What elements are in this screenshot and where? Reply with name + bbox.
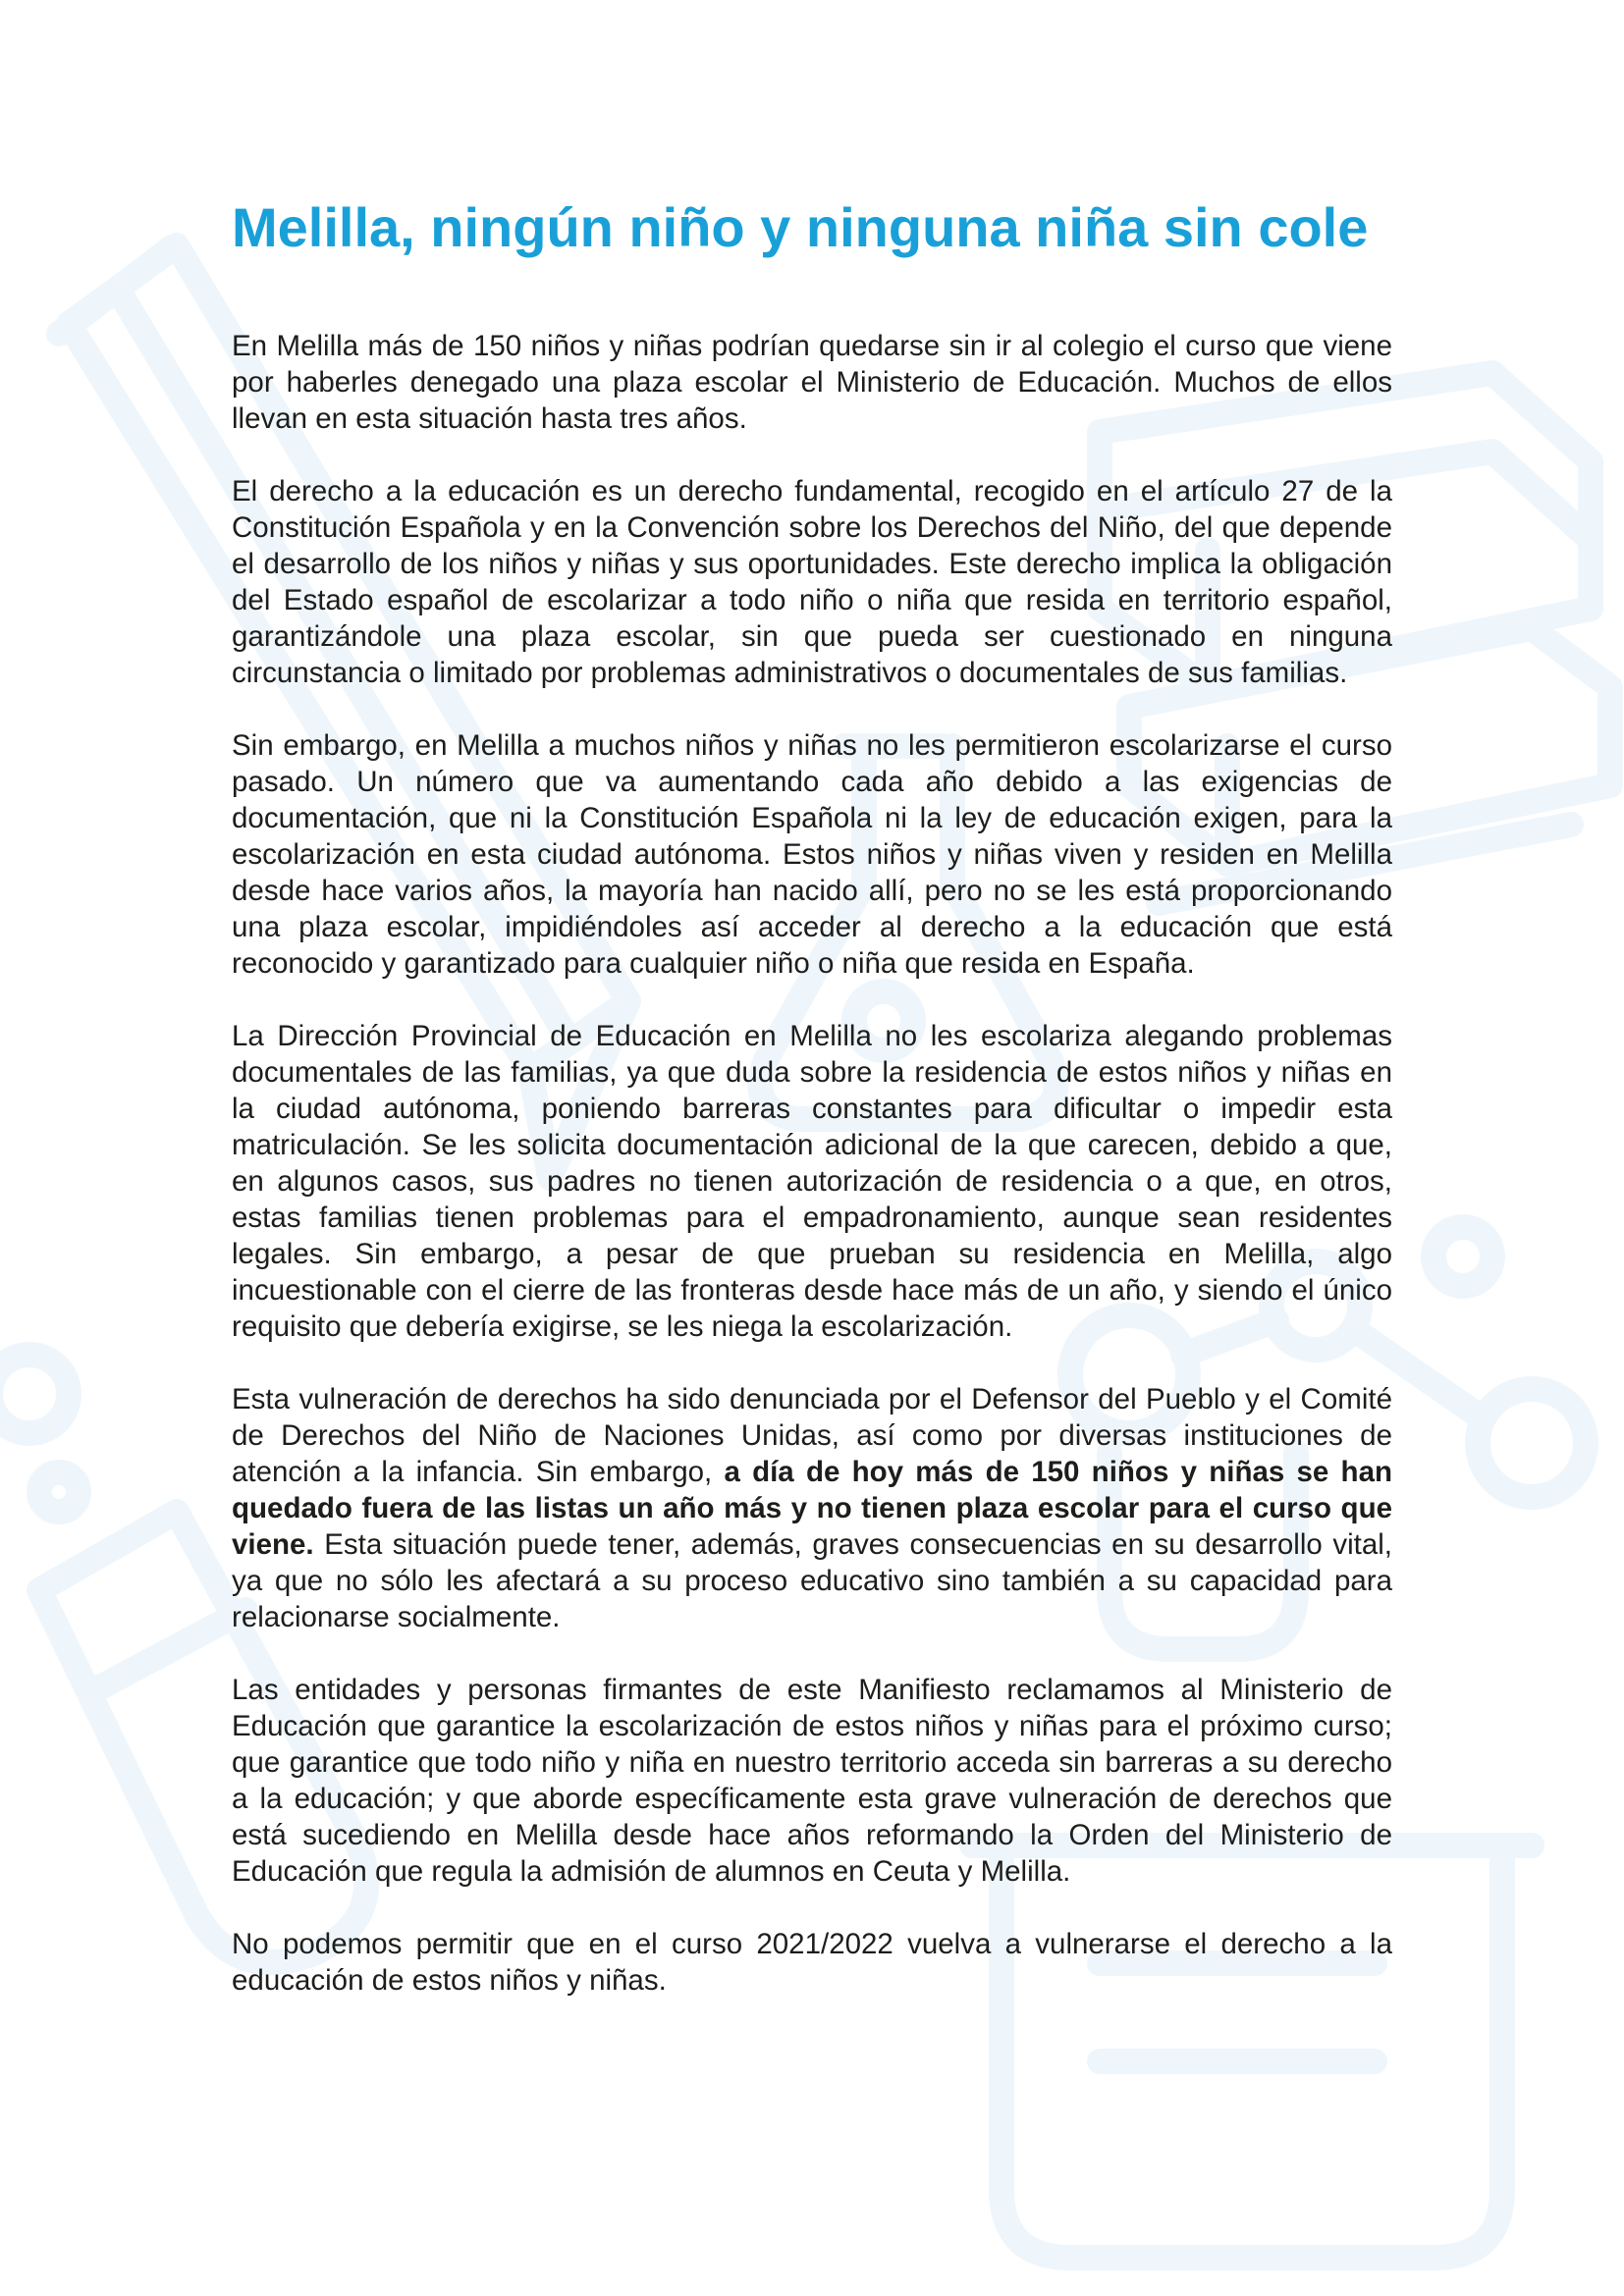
- paragraph-provincial-direction: La Dirección Provincial de Educación en Melilla no les escolariza alegando problemas documentales de las familias, ya que duda sobre la residencia de estos niños y niñas en la ciudad autónoma, poniendo barreras constantes para dificultar o impedir esta matriculación. Se les solicita documentación adicional de la que carecen, debido a que, en algunos casos, sus padres no tienen autorización de residencia o a que, en otros, estas familias tienen problemas para el empadronamiento, aunque sean residentes legales. Sin embargo, a pesar de que prueban su residencia en Melilla, algo incuestionable con el cierre de las fronteras desde hace más de un año, y siendo el único requisito que debería exigirse, se les niega la escolarización.: [232, 1020, 1392, 1343]
- document-title: Melilla, ningún niño y ninguna niña sin cole: [232, 196, 1369, 258]
- paragraph-violation: [232, 1381, 1392, 1635]
- paragraph-demands: Las entidades y personas firmantes de este Manifiesto reclamamos al Ministerio de Educación que garantice la escolarización de estos niños y niñas para el próximo curso; que garantice que todo niño y niña en nuestro territorio acceda sin barreras a su derecho a la educación; y que aborde específicamente esta grave vulneración de derechos que está sucediendo en Melilla desde hace años reformando la Orden del Ministerio de Educación que regula la admisión de alumnos en Ceuta y Melilla.: [232, 1674, 1392, 1888]
- paragraph-violation-text-after: Esta situación puede tener, además, graves consecuencias en su desarrollo vital, ya que no sólo les afectará a su proceso educativo sino también a su capacidad para relacionarse socialmente.: [232, 1528, 1392, 1633]
- paragraph-last-year: Sin embargo, en Melilla a muchos niños y niñas no les permitieron escolarizarse el curso pasado. Un número que va aumentando cada año debido a las exigencias de documentación, que ni la Constitución Española ni la ley de educación exigen, para la escolarización en esta ciudad autónoma. Estos niños y niñas viven y residen en Melilla desde hace varios años, la mayoría han nacido allí, pero no se les está proporcionando una plaza escolar, impidiéndoles así acceder al derecho a la educación que está reconocido y garantizado para cualquier niño o niña que resida en España.: [232, 729, 1392, 980]
- paragraph-violation-text-before: Esta vulneración de derechos ha sido denunciada por el Defensor del Pueblo y el Comité de Derechos del Niño de Naciones Unidas, así como por diversas instituciones de atención a la infancia. Sin embargo,: [232, 1383, 1392, 1488]
- paragraph-violation-bold-statement: a día de hoy más de 150 niños y niñas se han quedado fuera de las listas un año más y no tienen plaza escolar para el curso que viene.: [232, 1456, 1393, 1561]
- paragraph-intro: En Melilla más de 150 niños y niñas podrían quedarse sin ir al colegio el curso que viene por haberles denegado una plaza escolar el Ministerio de Educación. Muchos de ellos llevan en esta situación hasta tres años.: [232, 330, 1392, 435]
- paragraph-closing: No podemos permitir que en el curso 2021/2022 vuelva a vulnerarse el derecho a la educación de estos niños y niñas.: [232, 1928, 1392, 1997]
- manifesto-page: [232, 196, 1392, 2035]
- paragraph-right-to-education: El derecho a la educación es un derecho fundamental, recogido en el artículo 27 de la Constitución Española y en la Convención sobre los Derechos del Niño, del que depende el desarrollo de los niños y niñas y sus oportunidades. Este derecho implica la obligación del Estado español de escolarizar a todo niño o niña que resida en territorio español, garantizándole una plaza escolar, sin que pueda ser cuestionado en ninguna circunstancia o limitado por problemas administrativos o documentales de sus familias.: [232, 475, 1392, 689]
